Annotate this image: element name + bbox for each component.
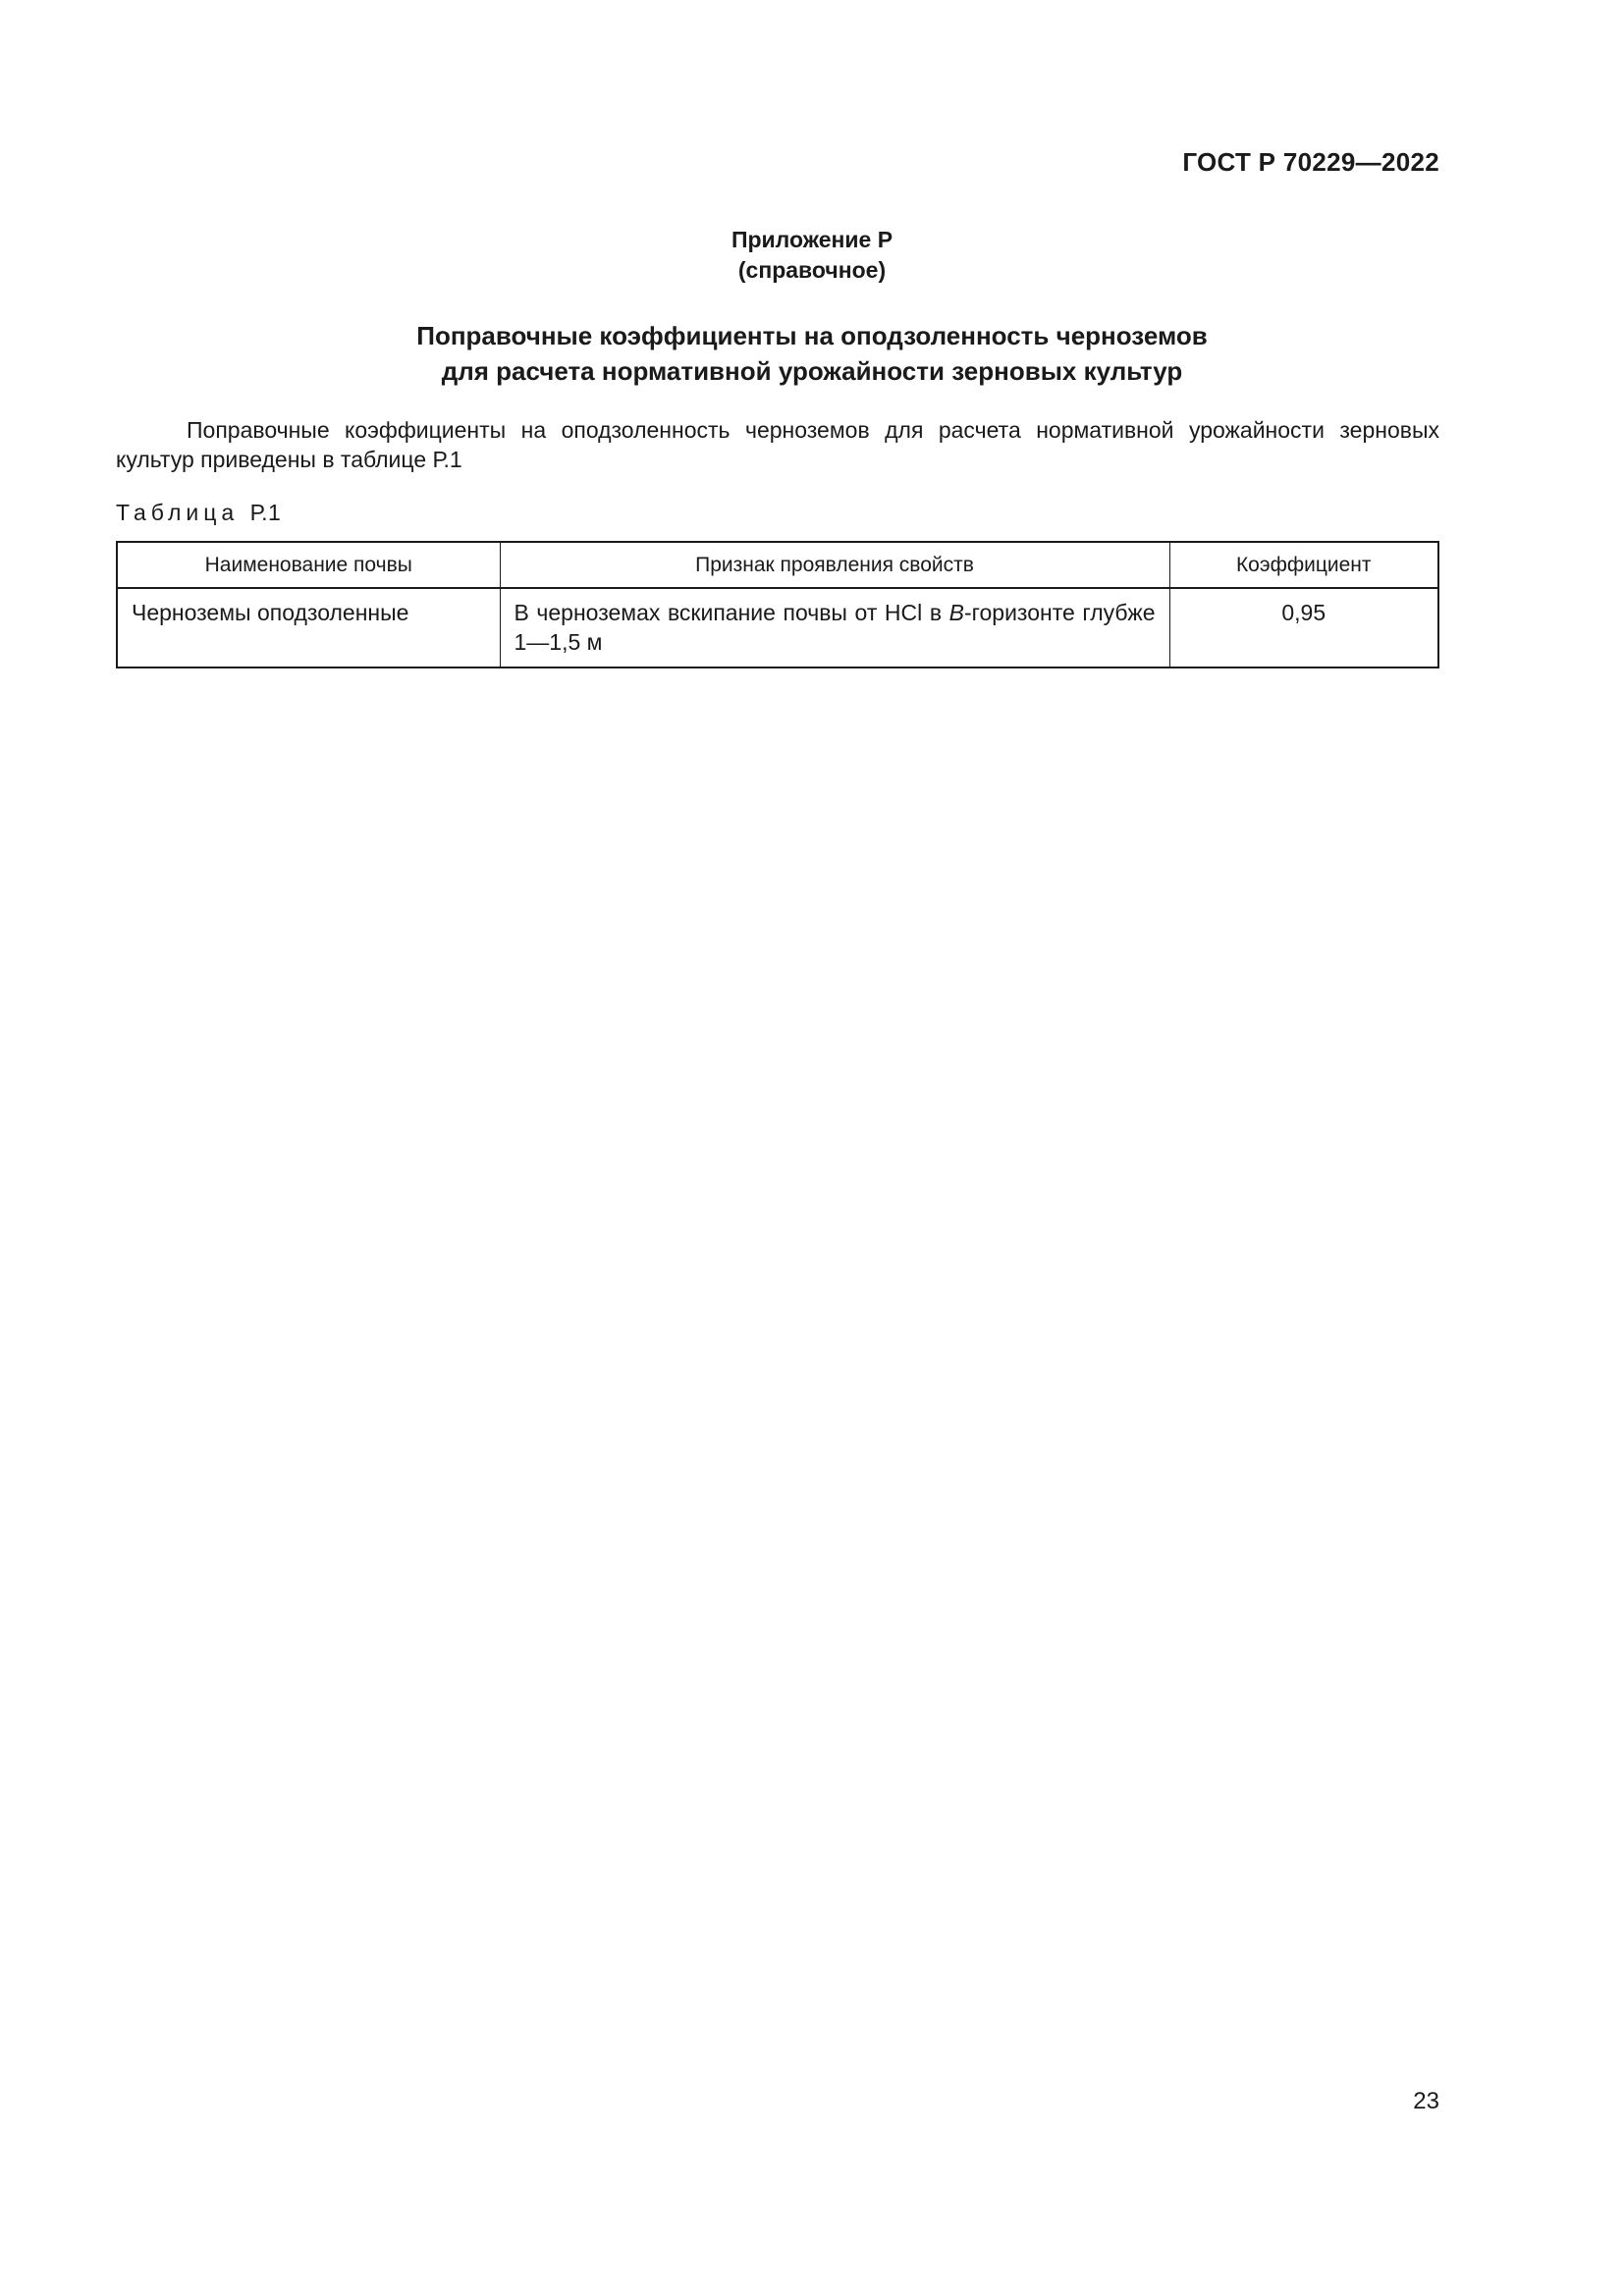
section-title-line-2: для расчета нормативной урожайности зерновых культур [441,356,1183,386]
header-soil-name: Наименование почвы [117,542,500,588]
sign-text-part-2: -горизонте глубже 1—1,5 м [514,600,1156,655]
table-caption-word: Таблица [116,500,240,525]
header-property-sign: Признак проявления свойств [500,542,1169,588]
appendix-title: Приложение Р [731,227,893,252]
header-coefficient: Коэффициент [1169,542,1438,588]
table-row [117,588,1438,667]
sign-text-part-1: В черноземах вскипание почвы от HCl в [514,600,949,625]
section-title-line-1: Поправочные коэффициенты на оподзоленность черноземов [416,321,1208,350]
appendix-heading [0,225,1624,286]
horizon-letter: B [948,600,964,625]
section-title [0,318,1624,389]
intro-paragraph [116,415,1439,474]
cell-property-sign [500,588,1169,667]
table-caption [116,500,281,526]
page-number: 23 [1413,2088,1439,2114]
appendix-type: (справочное) [737,257,887,283]
cell-soil-name: Черноземы оподзоленные [117,588,500,667]
document-code: ГОСТ Р 70229—2022 [1182,147,1439,177]
coefficients-table [116,541,1439,668]
table-header-row [117,542,1438,588]
table-caption-number: Р.1 [249,500,282,525]
cell-coefficient: 0,95 [1169,588,1438,667]
intro-text: Поправочные коэффициенты на оподзоленность черноземов для расчета нормативной урожайности зерновых культур приведены в таблице Р.1 [116,417,1439,472]
